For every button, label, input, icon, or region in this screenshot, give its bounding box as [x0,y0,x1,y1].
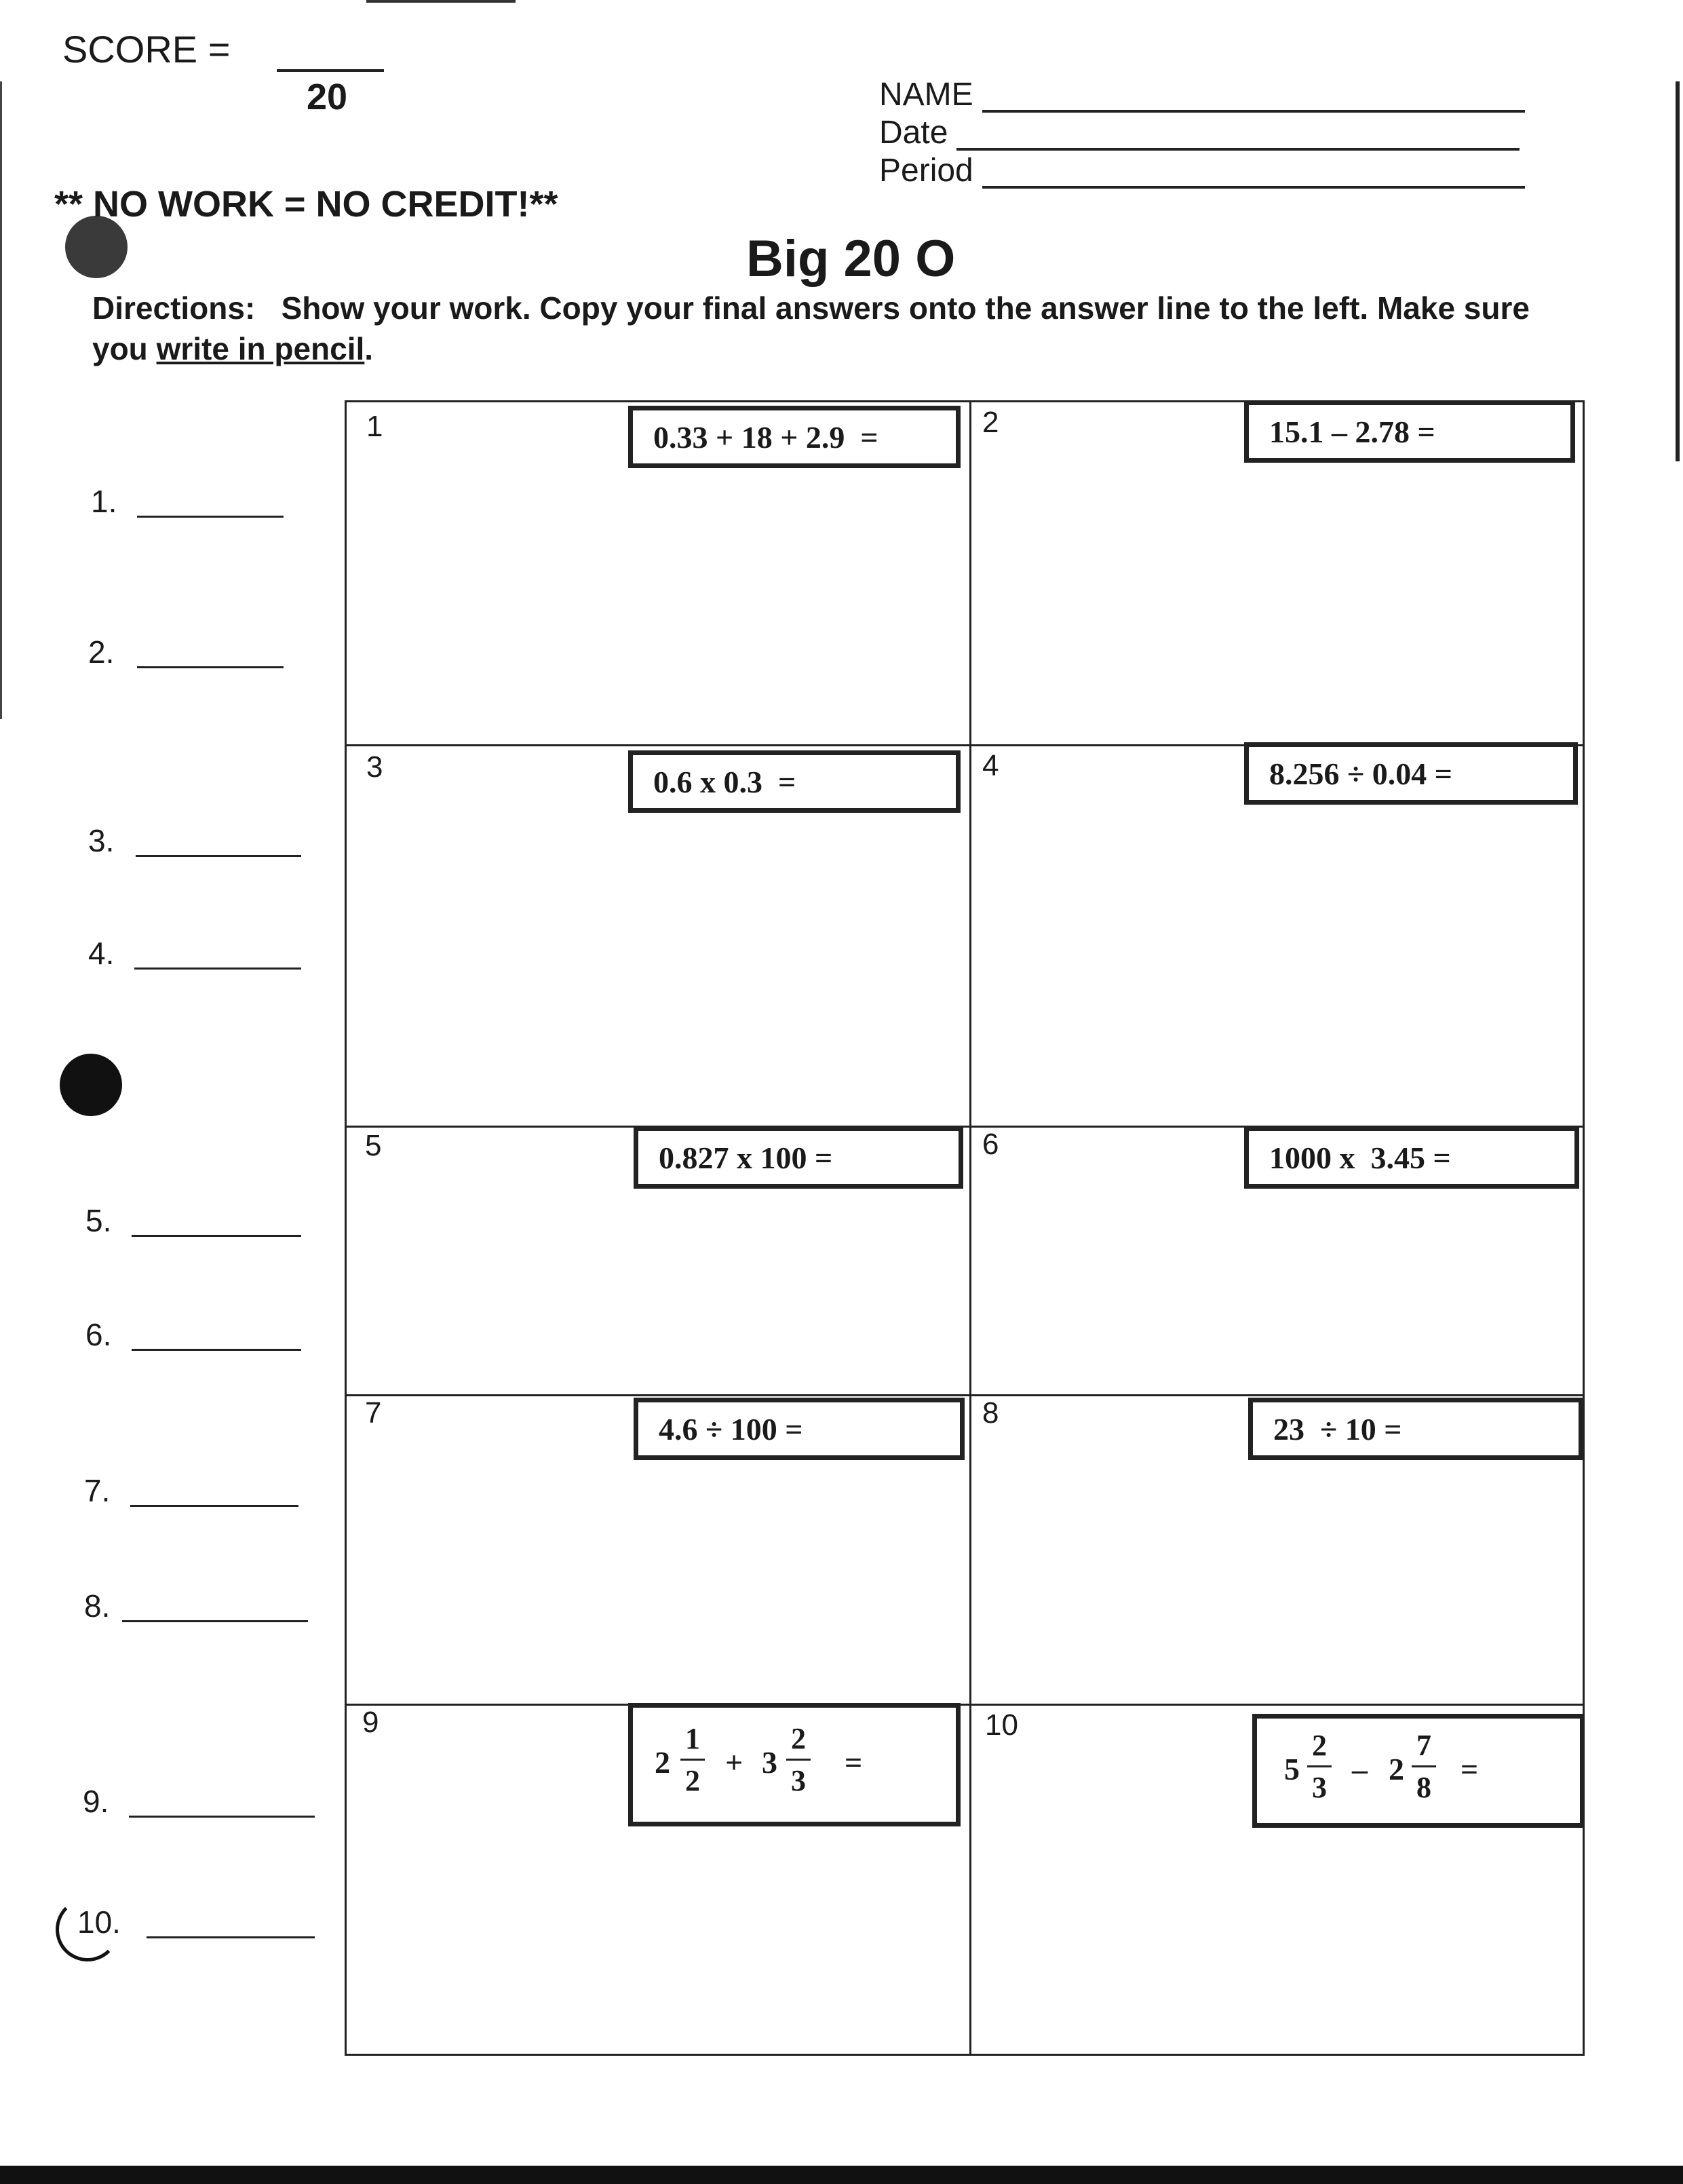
problem-number: 1 [366,410,383,443]
problem-expression [1252,1714,1585,1828]
fraction-bar [1412,1765,1436,1767]
page-title: Big 20 O [746,230,956,288]
problem-expression: 0.827 x 100 = [634,1126,963,1189]
problem-number: 8 [982,1396,999,1430]
problem-expression: 0.6 x 0.3 = [628,750,961,813]
whole-number: 5 [1284,1752,1300,1786]
operator: + [725,1745,743,1780]
numerator: 2 [1312,1729,1327,1762]
date-line[interactable] [956,148,1520,151]
answer-blank[interactable] [137,666,284,668]
answer-blank[interactable] [137,516,284,518]
denominator: 3 [791,1764,806,1797]
whole-number: 2 [655,1745,670,1780]
answer-blank[interactable] [136,855,301,857]
problem-expression: 0.33 + 18 + 2.9 = [628,406,961,468]
denominator: 8 [1416,1771,1431,1804]
scan-edge-bottom [0,2166,1683,2184]
name-line[interactable] [982,110,1525,113]
answer-number: 1. [91,484,117,519]
grid-divider [347,1704,1583,1706]
problem-number: 2 [982,406,999,439]
grid-divider [969,402,971,2054]
problem-number: 9 [362,1706,379,1739]
answer-blank[interactable] [134,968,301,970]
directions [92,288,1571,369]
answer-blank[interactable] [147,1936,315,1938]
directions-lead: Directions: [92,290,256,326]
problem-number: 3 [366,750,383,784]
period-label: Period [879,153,973,189]
operator: – [1352,1752,1368,1786]
numerator: 1 [685,1722,700,1755]
grid-divider [347,1394,1583,1396]
directions-text: Show your work. Copy your final answers onto the answer line to the left. Make sure you [92,290,1530,366]
directions-end: . [364,331,374,366]
answer-blank[interactable] [132,1349,301,1351]
answer-number: 9. [83,1784,109,1819]
problem-expression: 23 ÷ 10 = [1248,1398,1583,1460]
problem-number: 10 [985,1708,1018,1742]
answer-number: 4. [88,936,115,971]
problem-expression [628,1703,961,1826]
name-label: NAME [879,77,973,113]
whole-number: 2 [1389,1752,1404,1786]
numerator: 7 [1416,1729,1431,1762]
fraction [1412,1728,1436,1805]
problem-number: 5 [365,1129,382,1162]
problem-expression: 15.1 – 2.78 = [1244,400,1575,463]
scan-edge-left [0,81,2,719]
answer-number: 2. [88,634,115,670]
answer-number: 6. [85,1317,112,1352]
score-blank[interactable] [277,69,384,72]
fraction [1307,1728,1332,1805]
score-total: 20 [307,77,348,117]
problem-expression: 1000 x 3.45 = [1244,1126,1579,1189]
answer-number: 8. [84,1588,111,1624]
scan-edge-top [366,0,516,3]
problem-expression: 4.6 ÷ 100 = [634,1398,965,1460]
fraction [680,1721,705,1798]
denominator: 3 [1312,1771,1327,1804]
scan-edge-right [1676,81,1680,461]
fraction-bar [786,1759,811,1761]
equals-sign: = [845,1745,863,1780]
numerator: 2 [791,1722,806,1755]
problem-expression: 8.256 ÷ 0.04 = [1244,742,1578,805]
answer-number: 5. [85,1203,112,1238]
problem-number: 4 [982,749,999,782]
score-label: SCORE = [62,28,231,71]
no-work-warning: ** NO WORK = NO CREDIT!** [54,184,558,225]
directions-underlined: write in pencil [156,331,365,366]
answer-number: 7. [84,1473,111,1508]
problem-number: 7 [365,1396,382,1430]
whole-number: 3 [762,1745,777,1780]
answer-blank[interactable] [132,1235,301,1237]
fraction-bar [680,1759,705,1761]
answer-number: 10. [77,1904,121,1940]
fraction-bar [1307,1765,1332,1767]
period-line[interactable] [982,186,1525,189]
answer-blank[interactable] [129,1816,315,1818]
fraction [786,1721,811,1798]
answer-blank[interactable] [122,1620,308,1622]
date-label: Date [879,115,948,151]
punch-hole [60,1054,122,1116]
denominator: 2 [685,1764,700,1797]
equals-sign: = [1460,1752,1479,1786]
answer-number: 3. [88,823,115,858]
answer-blank[interactable] [130,1505,298,1507]
problem-number: 6 [982,1128,999,1161]
